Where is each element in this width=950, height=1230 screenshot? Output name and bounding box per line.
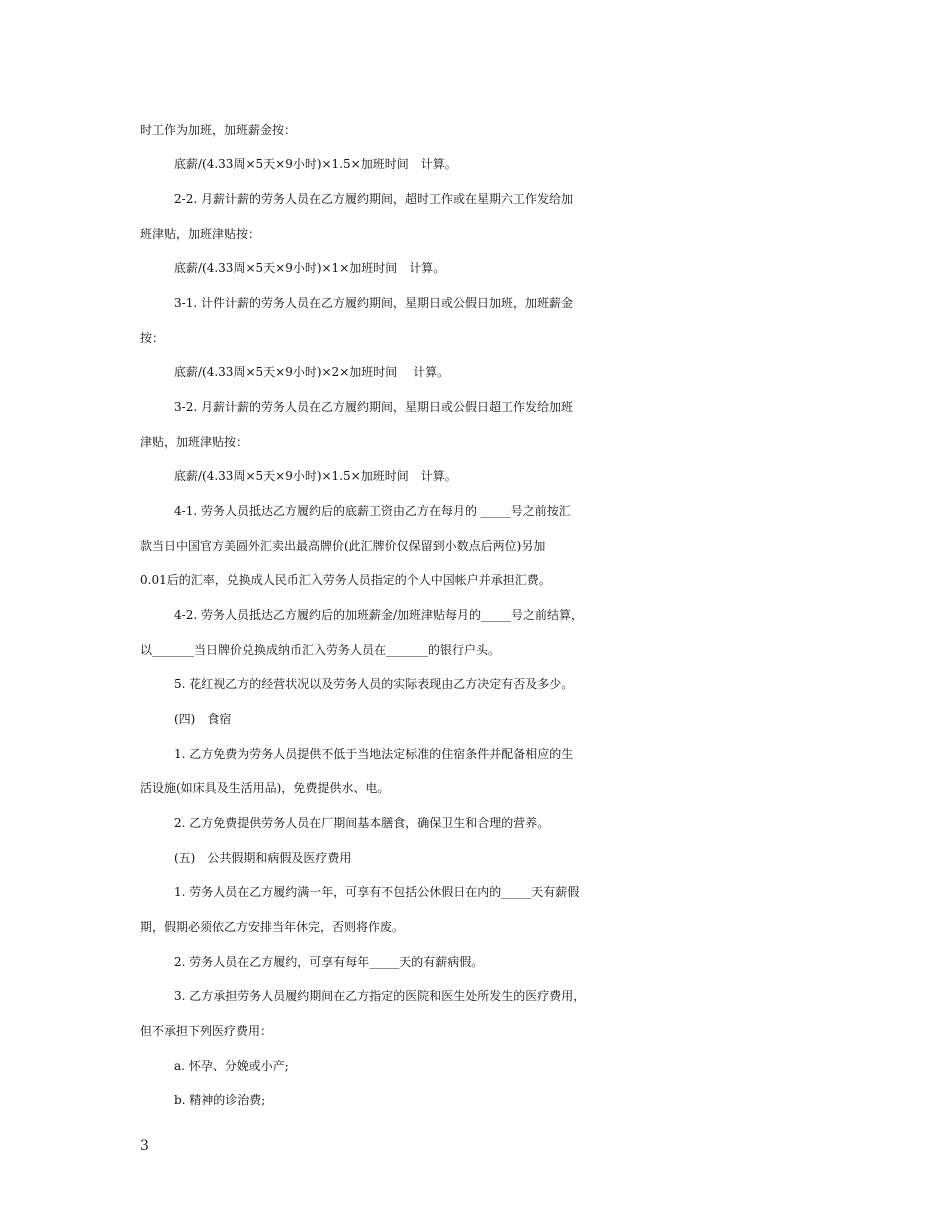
text-line: 3-2. 月薪计薪的劳务人员在乙方履约期间，星期日或公假日超工作发给加班 (174, 400, 573, 414)
text-line: 活设施(如床具及生活用品)，免费提供水、电。 (140, 781, 390, 795)
text-line: 津贴，加班津贴按： (140, 435, 249, 449)
text-line: 5. 花红视乙方的经营状况以及劳务人员的实际表现由乙方决定有否及多少。 (174, 677, 574, 691)
text-line: 2. 劳务人员在乙方履约，可享有每年_____天的有薪病假。 (174, 955, 484, 969)
text-line: 底薪/(4.33周×5天×9小时)×2×加班时间 计算。 (174, 365, 450, 379)
text-line: 1. 乙方免费为劳务人员提供不低于当地法定标准的住宿条件并配备相应的生 (174, 747, 574, 761)
text-line: 期，假期必须依乙方安排当年休完，否则将作废。 (140, 920, 405, 934)
text-line: 时工作为加班，加班薪金按： (140, 123, 297, 137)
list-item: b. 精神的诊治费; (174, 1093, 266, 1107)
text-line: 班津贴，加班津贴按： (140, 227, 261, 241)
text-line: 以_______当日牌价兑换成纳币汇入劳务人员在_______的银行户头。 (140, 643, 501, 657)
page-number: 3 (140, 1138, 149, 1154)
text-line: 2. 乙方免费提供劳务人员在厂期间基本膳食，确保卫生和合理的营养。 (174, 816, 550, 830)
text-line: 3. 乙方承担劳务人员履约期间在乙方指定的医院和医生处所发生的医疗费用， (174, 989, 586, 1003)
text-line: 底薪/(4.33周×5天×9小时)×1.5×加班时间 计算。 (174, 157, 457, 171)
text-line: 款当日中国官方美圆外汇卖出最高牌价(此汇牌价仅保留到小数点后两位)另加 (140, 539, 546, 553)
section-heading: (四) 食宿 (174, 712, 232, 726)
text-line: 1. 劳务人员在乙方履约满一年，可享有不包括公休假日在内的_____天有薪假 (174, 885, 580, 899)
section-heading: (五) 公共假期和病假及医疗费用 (174, 851, 352, 865)
text-line: 底薪/(4.33周×5天×9小时)×1×加班时间 计算。 (174, 261, 446, 275)
text-line: 按： (140, 331, 165, 345)
text-line: 但不承担下列医疗费用： (140, 1024, 273, 1038)
text-line: 4-1. 劳务人员抵达乙方履约后的底薪工资由乙方在每月的 _____号之前按汇 (174, 504, 571, 518)
text-line: 2-2. 月薪计薪的劳务人员在乙方履约期间，超时工作或在星期六工作发给加 (174, 192, 573, 206)
text-line: 3-1. 计件计薪的劳务人员在乙方履约期间，星期日或公假日加班，加班薪金 (174, 296, 573, 310)
list-item: a. 怀孕、分娩或小产; (174, 1059, 289, 1073)
text-line: 底薪/(4.33周×5天×9小时)×1.5×加班时间 计算。 (174, 469, 457, 483)
text-line: 4-2. 劳务人员抵达乙方履约后的加班薪金/加班津贴每月的_____号之前结算， (174, 608, 583, 622)
text-line: 0.01后的汇率，兑换成人民币汇入劳务人员指定的个人中国帐户并承担汇费。 (140, 573, 551, 587)
